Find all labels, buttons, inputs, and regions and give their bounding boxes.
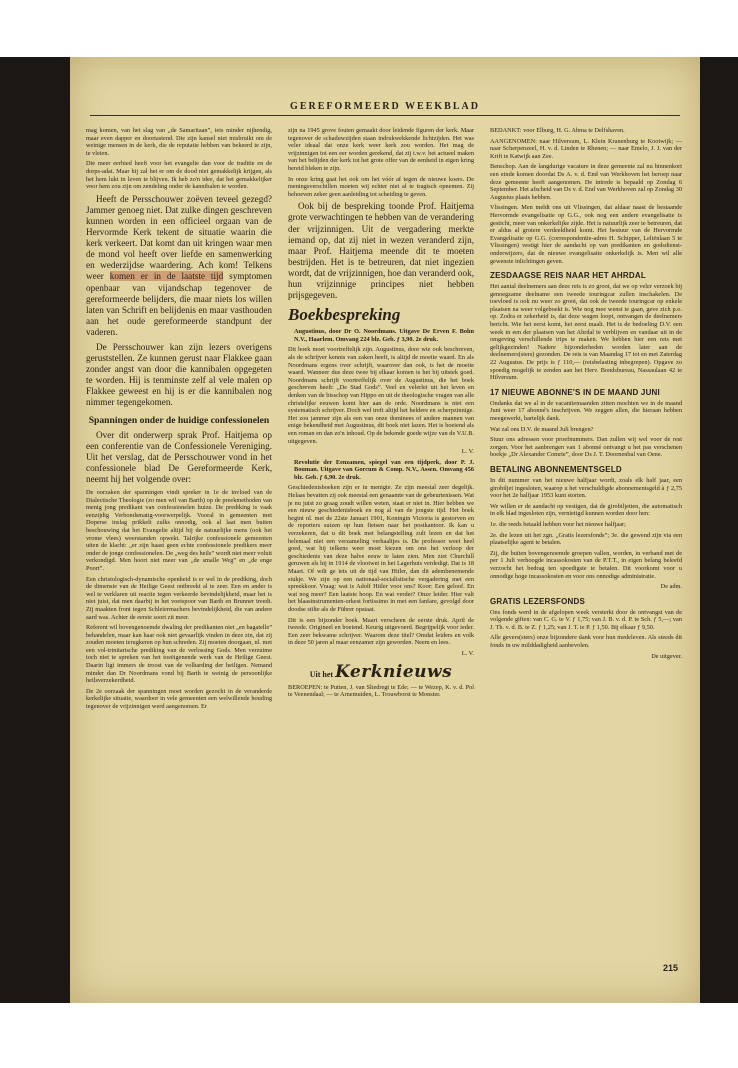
paragraph: Het aantal deelnemers aan deze reis is zo groot, dat we op veler verzoek bij genoegzame deelname een tweede touringcar zullen inschakelen. De toevloed is ook nu weer zo groot, dat ook de tweede touringcar op enkele plaatsen na weer volgeboekt is. Wie nog mee wenst te gaan, geve zich p.o. op. Zodra er zekerheid is, dat deze wagen loopt, ontvangen de deelnemers bericht. Wie het eerst komt, het eerst maalt. Het is de bedoeling D.V. een week in een der plaatsen van het Ahrdal te verblijven en vandaar uit in de omgeving verschillende trips te maken. We hebben hier een reis met gelijkgezinden! Nadere bijzonderheden worden later aan de deelnemers(sters) gezonden. De reis is van Maandag 17 tot en met Zaterdag 22 Augustus. De prijs is ƒ 110,— (reisbelasting inbegrepen). Opgave zo spoedig mogelijk te zenden aan het Herv. Bondsbureau, Nassaulaan 42 te Hilversum.: [490, 283, 682, 382]
paragraph: Ook bij de bespreking toonde Prof. Haitjema grote verwachtingen te hebben van de verandering der vrijzinnigen. Uit de vergadering merkte iemand op, dat zij niet in wezen veranderd zijn, maar Prof. Haitjema meende dit te moeten bestrijden. Het is te betreuren, dat niet ingezien wordt, dat de vrijzinnigen, hoe dan veranderd ook, hun vrijzinnige principes niet hebben prijsgegeven.: [288, 201, 474, 301]
review-text: Dit boek moet voortreffelijk zijn. Augustinus, door wie ook beschreven, als de schrijver kennis van zaken heeft, is altijd de moeite waard. En als Noordmans ergens over schrijft, waarover dan ook, is het de moeite waard. Wanneer dus deze twee bij elkaar komen is het bij uitstek goed. Noordmans schrijft voortreffelijk over de Augustinus, die het boek geschreven heeft: „De Stad Gods”. Veel en velerlei uit het leven en denken van de bisschop van Hippo en uit de theologische vragen van alle christelijke eeuwen komt hier aan de orde. Noordmans is niet een systematisch schrijver. Doch wel treft altijd het heldere en scherpzinnige. Het zou jammer zijn als een van onze dominees of andere mannen van enige bekendheid met Augustinus, dit boek niet lazen. Het is boeiend als een roman en dan zo'n inhoud. Op de bekende goede wijze van de V.U.B. uitgegeven.: [288, 346, 474, 445]
review-signature: L. V.: [461, 649, 474, 657]
paragraph: AANGENOMEN: naar Hilversum, L. Klein Kranenburg te Kootwijk; — naar Scherpenzeel, H. v. d. Linden te Rhenen; — naar Emelo, J. J. van der Krift te Katwijk aan Zee.: [490, 137, 682, 160]
scan-border-left: [0, 57, 70, 1003]
review-signature: L. V.: [461, 448, 474, 456]
review-text: Dit is een bijzonder boek. Maart verscheen de eerste druk. April de tweede. Origineel en boeiend. Keurig uitgevoerd. Begrijpelijk voor ieder. Een zeer bekwame schrijver. Waarom deze titel? Omdat leiders en volk in deze 50 jaren al maar eenzamer zijn geworden. Neem en lees.: [288, 616, 474, 647]
paragraph: De Persschouwer kan zijn lezers overigens geruststellen. Ze kunnen gerust naar Flakkee gaan zonder angst van door die kannibalen opgegeten te worden. Hij is tenminste zelf al vele malen op Flakkee geweest en hij is er die kannibalen nog nimmer tegengekomen.: [86, 341, 272, 408]
paragraph: Stuur ons adressen voor proefnummers. Dan zullen wij wel voor de rest zorgen. Voor het aanbrengen van 1 abonné ontvangt u het pas verschenen boekje „Dr Alexander Comrie”, door Ds J. T. Doornenbal van Oene.: [490, 436, 682, 459]
uit-het-label: Uit het: [309, 669, 334, 679]
kerknieuws-script-title: Kerknieuws: [335, 661, 453, 682]
paragraph: Ondanks dat we al in de vacantiemaanden zitten mochten we in de maand Juni weer 17 abonné's inschrijven. We zeggen allen, die hieraan hebben meegewerkt, hartelijk dank.: [490, 399, 682, 422]
column-3: [490, 127, 682, 663]
paragraph: BEDANKT: voor Elburg, H. G. Abma te Delfshaven.: [490, 127, 625, 134]
signature: De uitgever.: [651, 652, 682, 660]
column-2: [288, 127, 474, 702]
paragraph: Die meer eerbied heeft voor het evangelie dan voor de traditie en de dorps-adat. Maar hij zal het er om de dood niet gemakkelijk krijgen, als het hem lukt in leven te blijven. Ik heb zo'n idee, dat het gemakkelijker voor hem zou zijn om zendeling onder de kannibalen te worden.: [86, 160, 272, 191]
book-heading: Augustinus, door Dr O. Noordmans. Uitgave De Erven F. Bohn N.V., Haarlem. Omvang 224 blz. Geb. ƒ 3,90. 2e druk.: [294, 328, 474, 343]
paragraph: Zij, die buiten bovengenoemde groepen vallen, worden, in verband met de per 1 Juli verhoogde incassokosten van de P.T.T., in eigen belang beleefd verzocht het bedrag ten spoedigste te betalen. Dit voorkomt voor u onnodige hoge incassokosten en voor ons onnodige administratie.: [490, 549, 682, 580]
paragraph: In dit nummer van het nieuwe halfjaar wordt, zoals elk half jaar, een girobiljet ingesloten, waarop u het verschuldigde abonnementsgeld à ƒ 2,75 voor het 2e halfjaar 1953 kunt storten.: [490, 476, 682, 500]
section-heading: 17 NIEUWE ABONNE'S IN DE MAAND JUNI: [490, 387, 660, 397]
header-rule: [90, 115, 680, 116]
paragraph: Wat zal ons D.V. de maand Juli brengen?: [490, 425, 594, 433]
newspaper-page: [70, 57, 700, 1003]
section-heading: BETALING ABONNEMENTSGELD: [490, 464, 622, 474]
paragraph: BEROEPEN: te Putten, J. van Sliedregt te Ede; — te Wezep, K. v. d. Pol te Veenendaal; — te Arnemuiden, L. Trouwborst te Monster.: [288, 683, 474, 699]
section-heading: ZESDAAGSE REIS NAAR HET AHRDAL: [490, 271, 646, 281]
top-margin: [0, 0, 738, 57]
paragraph: Alle gevers(sters) onze bijzondere dank voor hun medeleven. Als steeds dit fonds in uw milddadigheid aanbevolen.: [490, 634, 682, 650]
paragraph: We willen er de aandacht op vestigen, dat de girobiljetten, die automatisch in elk blad ingesloten zijn, vernietigd kunnen worden door hen:: [490, 502, 682, 518]
paragraph: Benschop. Aan de langdurige vacature in deze gemeente zal nu binnenkort een einde komen doordat Ds A. v. d. End van Werkhoven het beroep naar deze gemeente heeft aangenomen. De intrede is bepaald op Zondag 6 September. Het afscheid van Ds v. d. End van Werkhoven zal op Zondag 30 Augustus plaats hebben.: [490, 163, 682, 201]
quote-paragraph: In onze kring gaat het ook om het vóór af tegen de nieuwe koers. De meningsverschillen moeten wij echter niet al te tragisch opnemen. Zij behoeven zeker geen aanleiding tot scheiding te geven.: [288, 175, 474, 198]
paragraph: 2e. die lezen uit het zgn. „Gratis lezersfonds”; 3e. die gewend zijn via een plaatselijke agent te betalen.: [490, 531, 682, 547]
highlighted-text: komen er in de laatste tijd: [109, 271, 224, 282]
paragraph: [86, 194, 272, 338]
quote-paragraph: De oorzaken der spanningen vindt spreker in 1e de invloed van de Dialectische Theologie (zo men wil van Barth) op de preekmethoden van menig jong predikant van confessionelen huize. De prediking is vaak eenzijdig Verbondsmatig-voorwerpelijk. Vooral in gemeenten met Doperse inslag prikkelt zulks onnodig, ook al laat men buiten beschouwing dat het Evangelie altijd bij de natuurlijke mens (ook het vrome vlees) weerstanden opwekt. Talrijke confessionele gemeenten uiten de klacht: „er zijn haast geen echte confessionele predikers meer onder de jonge confessionelen. De „weg des heils” wordt niet meer voluit verkondigd. Men hoort niet meer van „de smalle Weg” en „de enge Poort”.: [86, 489, 272, 572]
paragraph: Vlissingen. Men meldt ons uit Vlissingen, dat aldaar naast de bestaande Hervormde evangelisatie op G.G., ook nog een andere evangelisatie is gesticht, meer van onkerkelijke zijde. Het is natuurlijk zeer te betreuren, dat er aldus al grotere verdeeldheid komt. Het bestuur van de Hervormde Evangelisatie op G.G. (correspondentie-adres H. Schipper, Leliënlaan 5 te Vlissingen) vestigt hier de aandacht op van predikanten en godsdienst-onderwijzers, dat de nieuwe evangelisatie onkerkelijk is. Men wil alle gewenste inlichtingen geven.: [490, 204, 682, 265]
scan-border-right: [700, 57, 738, 1003]
paragraph: mag komen, van het slag van „de Samaritaan”, iets minder nijhendig, maar even dapper en doortastend. Die zijn kansel niet misbruikt om de weinige mensen in de kerk, die de reputatie hebben van bekeerd te zijn, te vleien.: [86, 127, 272, 157]
book-heading: Revolutie der Eenzamen, spiegel van een tijdperk, door P. J. Bouman. Uitgave van Gorcum & Comp. N.V., Assen. Omvang 456 blz. Geb. ƒ 6,90. 2e druk.: [294, 458, 474, 481]
page-number: 215: [662, 963, 678, 973]
quote-paragraph: zijn na 1945 grove fouten gemaakt door leidende figuren der kerk. Maar tegenover de schaduwzijden staan indrukwekkende lichtzijden. Het was veler ideaal dat onze kerk weer kerk zou worden. Het mag de vrijzinnigen tot een eer worden gerekend, dat zij t.w.v. het actueel maken van het belijden der kerk tot het grote offer van de eenheid in eigen kring bereid bleken te zijn.: [288, 127, 474, 172]
section-title-boekbespreking: Boekbespreking: [288, 305, 401, 325]
subheading: Spanningen onder de huidige confessionelen: [88, 414, 270, 426]
paragraph: 1e. die reeds betaald hebben voor het nieuwe halfjaar;: [490, 520, 626, 528]
running-head: GEREFORMEERD WEEKBLAD: [290, 101, 480, 112]
text-run: Heeft de Persschouwer zoëven teveel gezegd? Jammer genoeg niet. Dat zulke dingen geschreven kunnen worden in een officieel orgaan van de Hervormde Kerk tekent de situatie waarin die kerk verkeert. Dat komt dan uit kringen waar men de mond vol heeft over liefde en samenwerking en wederzijdse waardering. Ach kom! Telkens weer: [86, 193, 272, 282]
section-heading: GRATIS LEZERSFONDS: [490, 596, 586, 606]
paragraph: Ons fonds werd in de afgelopen week versterkt door de ontvangst van de volgende giften: van C. G. te V. ƒ 1,75; van J. B. v. d. P. te Sch. ƒ 5,—; van J. Th. v. d. B. te Z. ƒ 1,25; van J. T. te P. ƒ 1,50. Bij elkaar ƒ 9,50.: [490, 608, 682, 631]
text-run: symptomen openbaar van vijandschap tegenover de gereformeerde belijders, die maar niets los willen laten van Schrift en belijdenis en maar vasthouden aan het oude gereformeerde standpunt der vaderen.: [86, 271, 273, 337]
quote-paragraph: Een christologisch-dynamische openheid is er wel in de prediking, doch de dimensie van de Heilige Geest ontbreekt al te zeer. Een en ander is wel te verklaren uit reactie tegen verkeerde bevindelijkheid, maar het is niet juist, dat men daarbij in het voetspoor van Barth en Brunner treedt. Zij maakten front tegen Schleiermachers bevindelijkheid, die van andere aard was. Achter de eerste soort zit meer.: [86, 575, 272, 621]
kerknieuws-heading: [288, 662, 474, 682]
quote-paragraph: De 2e oorzaak der spanningen moet worden gezocht in de veranderde kerkelijke situatie, waardoor in vele gemeenten een welwillende houding tegenover de vrijzinnigen werd aangenomen. Er: [86, 687, 272, 711]
column-1: [86, 127, 272, 714]
signature: De adm.: [660, 583, 682, 591]
quote-paragraph: Referent wil bovengenoemde dwaling der predikanten niet „en bagatelle” behandelen, maar kan haar ook niet gevaarlijk vinden in deze zin, dat zij zouden moeten terugkeren op hun schreden. Zij moeten doorgaan, nl. met een vol-trinitarische prediking van de verlossing Gods. Men verzuime toch niet te spreken van het toeëigenende werk van de Heilige Geest. Daarin ligt immers de troost van de volharding der heiligen. Nemand minder dan Dr Noordmans vond bij Barth te weinig de persoonlijke heilsverzekerdheid.: [86, 624, 272, 685]
review-text: Geschiedenisboeken zijn er in menigte. Ze zijn meestal zeer degelijk. Helaas bevatten zij ook meestal een genaamte van de gebeurtenissen. Wat je nu juist zo graag zoudt willen weten, staat er niet in. Hier hebben we een nieuw geschiedenisboek en nog al van de jongste tijd. Het boek begint nl. met de 22ste Januari 1901, Koningin Victoria is gestorven en de reporters suizen op hun fietsen naar het postkantoor. Ik kan u verzekeren, dat u dit boek met belangstelling zult lezen en dat het helemaal niet een verzameling verhaaltjes is. De professor weet heel goed, wat hij telkens weer moet kiezen om ons het verloop der geschiedenis van deze halve eeuw te laten zien. Men ziet Churchill geruwen als hij in 1914 de vlootwet in het Lagerhuis verdedigt. Dat is 18 Maart. Of wilt ge iets uit de tijd van Hitler, dan dit adembenemende stukje. We zijn op een nationaal-socialistische vergadering met een spreekkoor. Vraag: wat is Adolf Hitler voor ons? Koor: Een geloof. En wat nog meer? Een laatste hoop. En wat verder? Onze leider. Hier valt het blaasinstrumenten-orkest fortissimo in met een fanfare, gevolgd door doodse stilte als de Führer opstaat.: [288, 484, 474, 613]
bottom-margin: [0, 1003, 738, 1068]
paragraph: Over dit onderwerp sprak Prof. Haitjema op een conferentie van de Confessionele Vereniging. Uit het verslag, dat de Persschouwer vond in het confessionele blad De Gereformeerde Kerk, neemt hij het volgende over:: [86, 429, 272, 484]
